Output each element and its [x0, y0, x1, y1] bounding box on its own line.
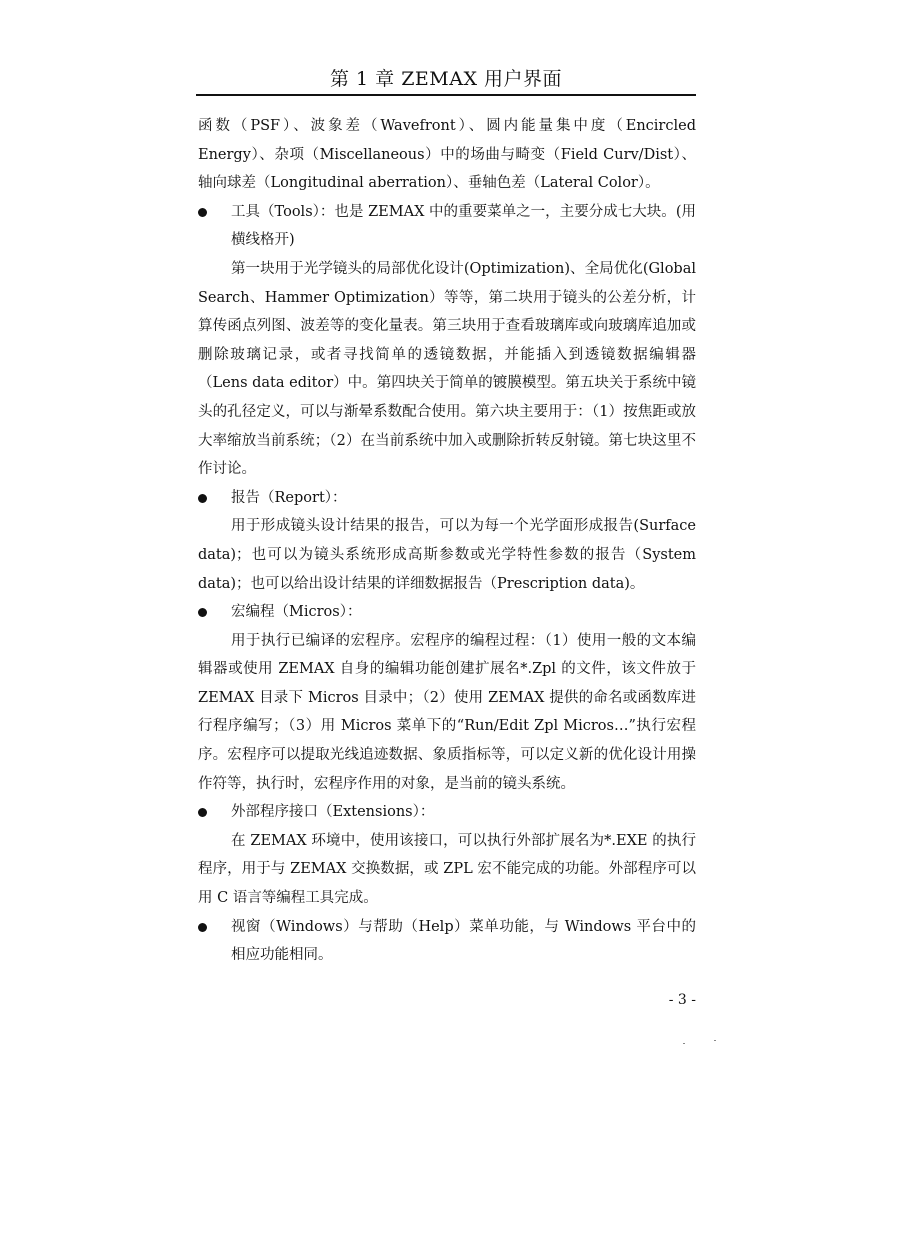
- body-text: [198, 112, 696, 970]
- header-rule: [196, 94, 696, 96]
- bullet-report: [198, 484, 696, 513]
- bullet-extensions: [198, 798, 696, 827]
- bullet-dot-icon: [198, 494, 207, 503]
- bullet-micros: [198, 598, 696, 627]
- bullet-windows-help-text: 视窗（Windows）与帮助（Help）菜单功能，与 Windows 平台中的相应功能相同。: [231, 918, 696, 964]
- bullet-windows-help: [198, 913, 696, 970]
- paragraph-report-detail: 用于形成镜头设计结果的报告，可以为每一个光学面形成报告(Surface data)；也可以为镜头系统形成高斯参数或光学特性参数的报告（System data)；也可以给出设计结果的详细数据报告（Prescription data)。: [198, 518, 696, 592]
- paragraph-micros-detail: 用于执行已编译的宏程序。宏程序的编程过程：（1）使用一般的文本编辑器或使用 ZEMAX 自身的编辑功能创建扩展名*.Zpl 的文件，该文件放于 ZEMAX 目录下 Micros 目录中；（2）使用 ZEMAX 提供的命名或函数库进行程序编写；（3）用 Micros 菜单下的“Run/Edit Zpl Micros…”执行宏程序。宏程序可以提取光线追迹数据、象质指标等，可以定义新的优化设计用操作符等，执行时，宏程序作用的对象，是当前的镜头系统。: [198, 632, 696, 792]
- chapter-header: 第 1 章 ZEMAX 用户界面: [329, 68, 563, 90]
- paragraph-tools-detail: 第一块用于光学镜头的局部优化设计(Optimization)、全局优化(Global Search、Hammer Optimization）等等，第二块用于镜头的公差分析，计算传函点列图、波差等的变化量表。第三块用于查看玻璃库或向玻璃库追加或删除玻璃记录，或者寻找简单的透镜数据，并能插入到透镜数据编辑器（Lens data editor）中。第四块关于简单的镀膜模型。第五块关于系统中镜头的孔径定义，可以与渐晕系数配合使用。第六块主要用于：（1）按焦距或放大率缩放当前系统；（2）在当前系统中加入或删除折转反射镜。第七块这里不作讨论。: [198, 260, 696, 478]
- bullet-extensions-text: 外部程序接口（Extensions）：: [231, 804, 435, 821]
- bullet-micros-text: 宏编程（Micros）：: [231, 604, 362, 621]
- paragraph-continuation: 函数（PSF）、波象差（Wavefront）、圆内能量集中度（Encircled Energy）、杂项（Miscellaneous）中的场曲与畸变（Field Curv/Dist）、轴向球差（Longitudinal aberration）、垂轴色差（Lateral Color）。: [198, 118, 696, 192]
- bullet-dot-icon: [198, 923, 207, 932]
- bullet-dot-icon: [198, 808, 207, 817]
- paragraph-extensions-detail: 在 ZEMAX 环境中，使用该接口，可以执行外部扩展名为*.EXE 的执行程序，用于与 ZEMAX 交换数据，或 ZPL 宏不能完成的功能。外部程序可以用 C 语言等编程工具完成。: [198, 832, 696, 907]
- bullet-dot-icon: [198, 208, 207, 217]
- scan-speck: [714, 1040, 716, 1041]
- bullet-tools: [198, 198, 696, 255]
- bullet-report-text: 报告（Report）：: [231, 489, 347, 506]
- bullet-dot-icon: [198, 608, 207, 617]
- bullet-tools-text: 工具（Tools）：也是 ZEMAX 中的重要菜单之一，主要分成七大块。(用横线格开): [231, 203, 696, 249]
- page-number: - 3 -: [668, 992, 696, 1008]
- scan-speck: [683, 1043, 685, 1044]
